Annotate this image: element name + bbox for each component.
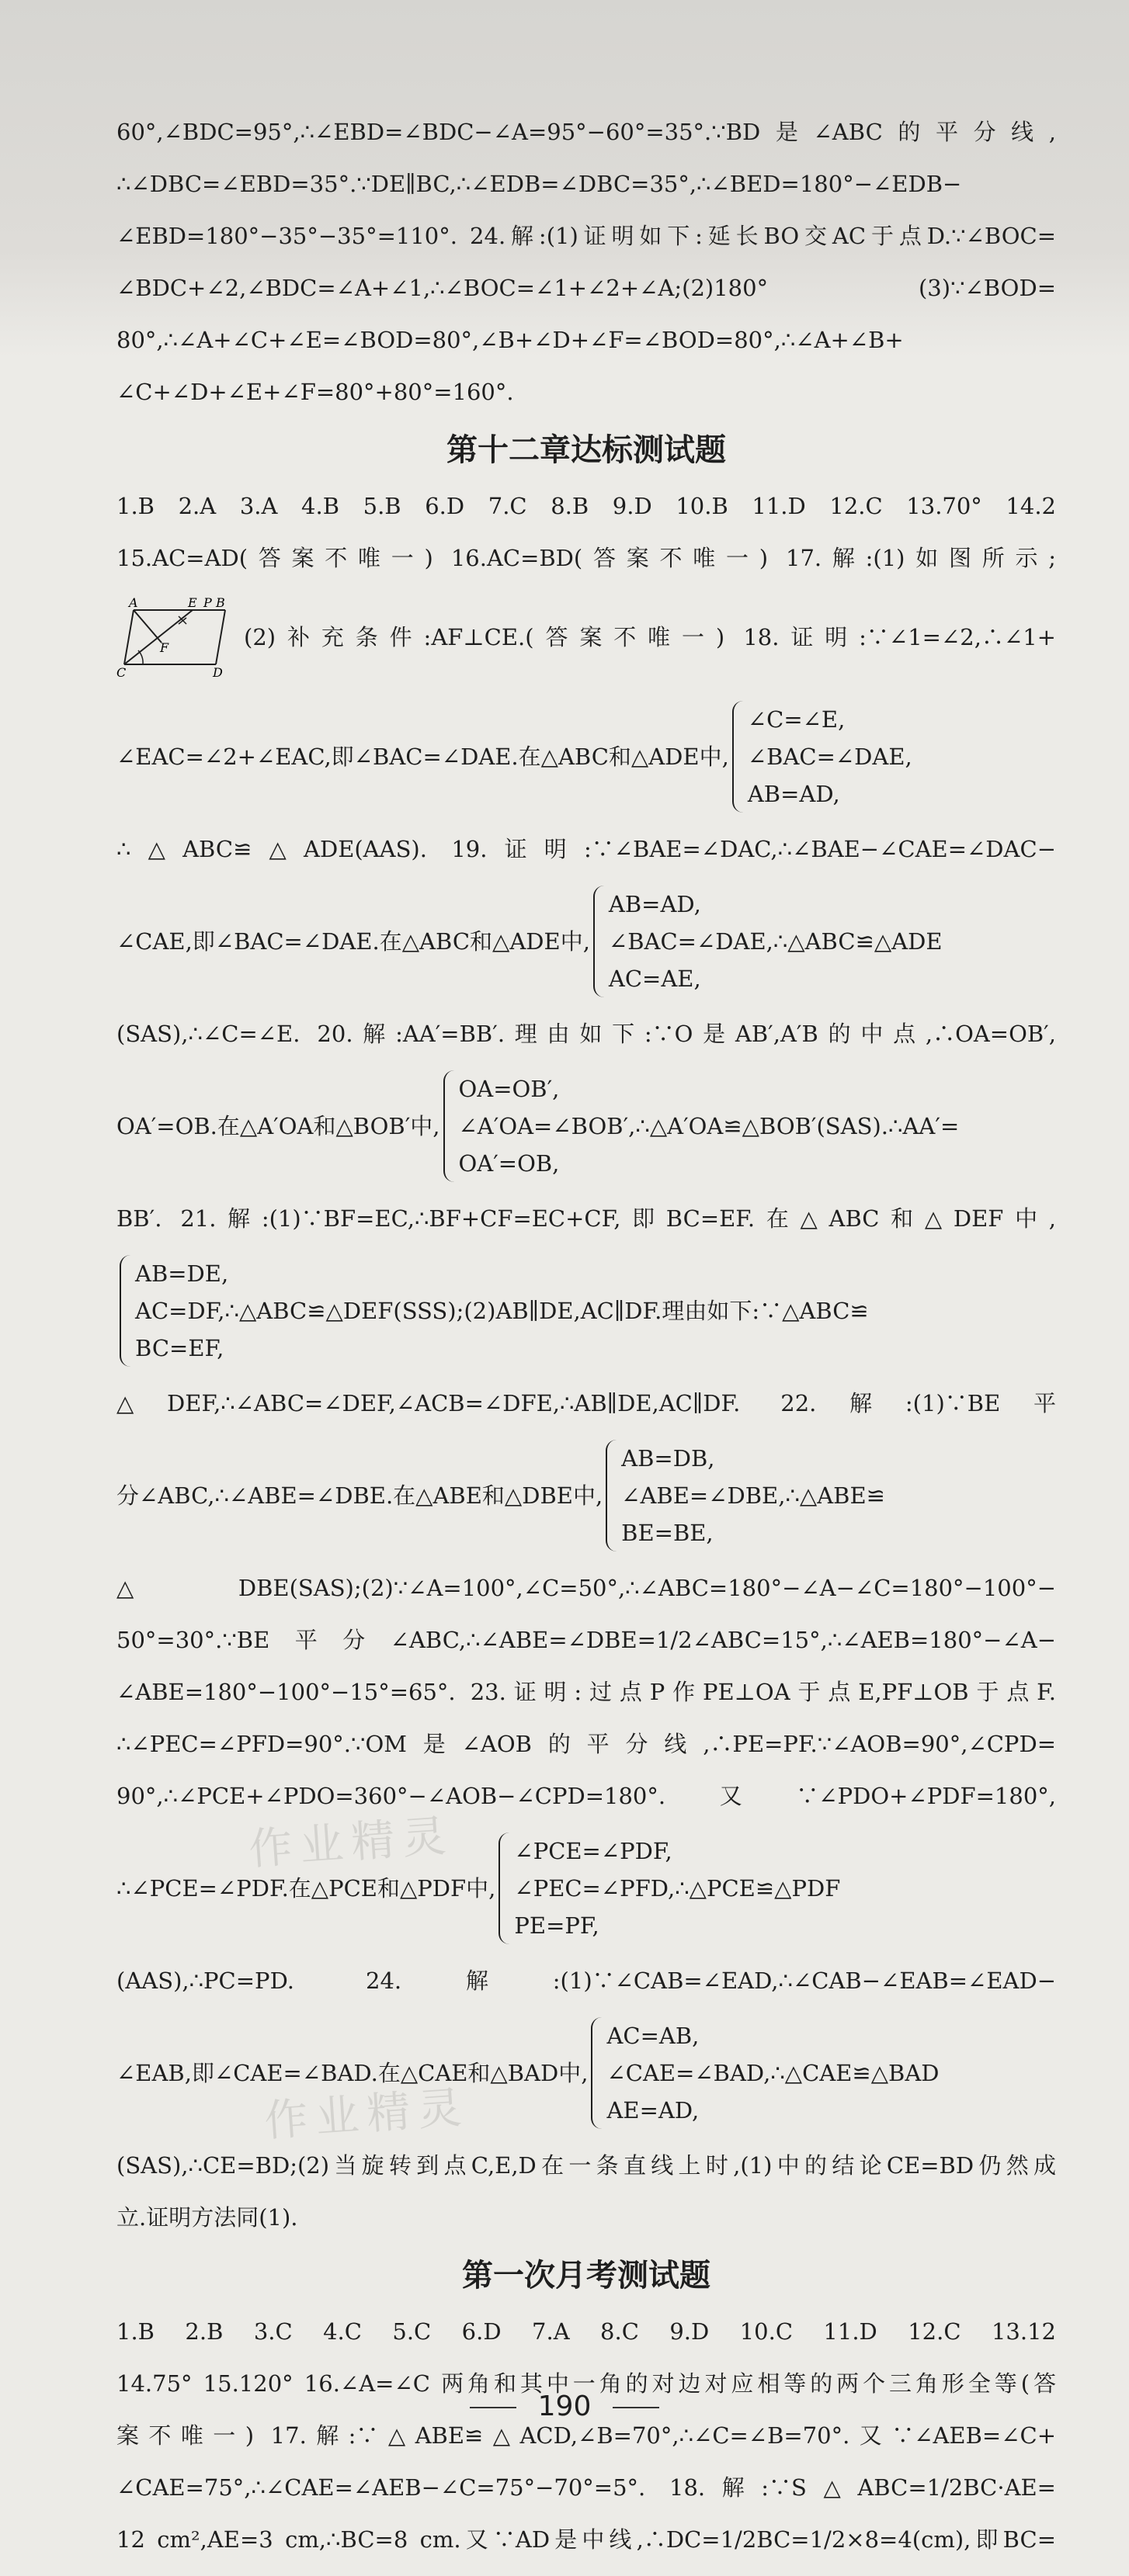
text-line: ∠C+∠D+∠E+∠F=80°+80°=160°. <box>116 379 514 405</box>
brace-line: ∠A′OA=∠BOB′,∴△A′OA≌△BOB′(SAS).∴AA′= <box>458 1113 960 1139</box>
brace-line: ∠ABE=∠DBE,∴△ABE≌ <box>621 1482 885 1509</box>
q24-lead: ∠EAB,即∠CAE=∠BAD.在△CAE和△BAD中, <box>116 2060 589 2086</box>
answer-line: 案不唯一) 17.解:∵△ABE≌△ACD,∠B=70°,∴∠C=∠B=70°.又∵∠AEB=∠C+ <box>116 2422 1056 2449</box>
q22-system-row <box>116 1440 1056 1551</box>
brace-line: AC=DF,∴△ABC≌△DEF(SSS);(2)AB∥DE,AC∥DF.理由如下:∵△ABC≌ <box>135 1298 869 1324</box>
equation-brace <box>606 1440 885 1551</box>
q24-system-row <box>116 2017 1056 2129</box>
label-d: D <box>213 665 223 680</box>
answer-line: 15.AC=AD(答案不唯一) 16.AC=BD(答案不唯一) 17.解:(1)如图所示; <box>116 545 1056 571</box>
text-line: 60°,∠BDC=95°,∴∠EBD=∠BDC−∠A=95°−60°=35°.∵BD是∠ABC的平分线, <box>116 119 1056 145</box>
q18-system-row <box>116 701 1056 813</box>
watermark: 作业精灵 <box>262 2082 471 2148</box>
answer-line: 1.B 2.B 3.C 4.C 5.C 6.D 7.A 8.C 9.D 10.C 11.D 12.C 13.12 <box>116 2318 1056 2345</box>
left-brace <box>593 886 606 997</box>
equation-brace <box>443 1070 960 1182</box>
left-brace <box>591 2017 603 2129</box>
label-e: E <box>188 595 197 610</box>
q23-lead: ∴∠PCE=∠PDF.在△PCE和△PDF中, <box>116 1875 496 1902</box>
text-line: 80°,∴∠A+∠C+∠E=∠BOD=80°,∠B+∠D+∠F=∠BOD=80°,∴∠A+∠B+ <box>116 327 904 353</box>
equation-brace <box>593 886 943 997</box>
brace-line: AE=AD, <box>606 2097 700 2124</box>
brace-line: ∠BAC=∠DAE, <box>747 744 912 770</box>
brace-line: ∠C=∠E, <box>747 706 846 733</box>
answer-line: 12 cm²,AE=3 cm,∴BC=8 cm.又∵AD是中线,∴DC=1/2BC=1/2×8=4(cm),即BC= <box>116 2526 1056 2553</box>
text-line: ∠BDC+∠2,∠BDC=∠A+∠1,∴∠BOC=∠1+∠2+∠A;(2)180° (3)∵∠BOD= <box>116 275 1056 301</box>
text-line: △DBE(SAS);(2)∵∠A=100°,∠C=50°,∴∠ABC=180°−∠A−∠C=180°−100°− <box>116 1575 1056 1601</box>
brace-line: AB=AD, <box>608 891 701 917</box>
text-line: ∴∠DBC=∠EBD=35°.∵DE∥BC,∴∠EDB=∠DBC=35°,∴∠BED=180°−∠EDB− <box>116 171 962 197</box>
q22-lead: 分∠ABC,∴∠ABE=∠DBE.在△ABE和△DBE中, <box>116 1482 603 1509</box>
equation-brace <box>591 2017 939 2129</box>
answer-line: 1.B 2.A 3.A 4.B 5.B 6.D 7.C 8.B 9.D 10.B 11.D 12.C 13.70° 14.2 <box>116 493 1056 519</box>
brace-line: AB=AD, <box>747 781 840 807</box>
geometry-figure-row <box>116 595 1056 680</box>
text-line: △DEF,∴∠ABC=∠DEF,∠ACB=∠DFE,∴AB∥DE,AC∥DF. 22.解:(1)∵BE平 <box>116 1390 1056 1416</box>
footer-dash <box>470 2407 516 2408</box>
text-line: ∴∠PEC=∠PFD=90°.∵OM是∠AOB的平分线,∴PE=PF.∵∠AOB=90°,∠CPD= <box>116 1731 1056 1757</box>
text-line: (AAS),∴PC=PD. 24.解:(1)∵∠CAB=∠EAD,∴∠CAB−∠EAB=∠EAD− <box>116 1968 1056 1994</box>
text-line: 50°=30°.∵BE平分∠ABC,∴∠ABE=∠DBE=1/2∠ABC=15°,∴∠AEB=180°−∠A− <box>116 1627 1056 1653</box>
left-brace <box>443 1070 456 1182</box>
text-line: 立.证明方法同(1). <box>116 2204 298 2231</box>
figure-caption-text: (2)补充条件:AF⊥CE.(答案不唯一) 18.证明:∵∠1=∠2,∴∠1+ <box>244 624 1056 650</box>
brace-line: OA=OB′, <box>458 1076 560 1102</box>
brace-line: AB=DE, <box>135 1260 229 1287</box>
footer-dash <box>613 2407 659 2408</box>
q21-system-row <box>116 1255 1056 1367</box>
page-number: 190 <box>537 2391 592 2422</box>
monthly-test-title: 第一次月考测试题 <box>462 2258 710 2293</box>
answer-line: ∠CAE=75°,∴∠CAE=∠AEB−∠C=75°−70°=5°. 18.解:∵S△ABC=1/2BC·AE= <box>116 2474 1056 2501</box>
label-c: C <box>116 665 127 680</box>
text-line: ∴△ABC≌△ADE(AAS). 19.证明:∵∠BAE=∠DAC,∴∠BAE−∠CAE=∠DAC− <box>116 836 1056 862</box>
text-line: (SAS),∴∠C=∠E. 20.解:AA′=BB′.理由如下:∵O是AB′,A′B的中点,∴OA=OB′, <box>116 1021 1056 1047</box>
brace-line: ∠CAE=∠BAD,∴△CAE≌△BAD <box>606 2060 940 2086</box>
brace-line: ∠PCE=∠PDF, <box>514 1838 672 1864</box>
text-line: BB′. 21.解:(1)∵BF=EC,∴BF+CF=EC+CF,即BC=EF.在△ABC和△DEF中, <box>116 1205 1056 1232</box>
brace-line: BC=EF, <box>135 1335 224 1361</box>
left-brace <box>120 1255 132 1367</box>
geometry-figure <box>116 595 233 680</box>
text-line: (SAS),∴CE=BD;(2)当旋转到点C,E,D在一条直线上时,(1)中的结论CE=BD仍然成 <box>116 2152 1056 2179</box>
q20-lead: OA′=OB.在△A′OA和△BOB′中, <box>116 1113 440 1139</box>
page-number-footer <box>0 2391 1129 2422</box>
text-line: ∠EBD=180°−35°−35°=110°. 24.解:(1)证明如下:延长BO交AC于点D.∵∠BOC= <box>116 223 1056 249</box>
brace-line: AB=DB, <box>621 1445 715 1472</box>
q19-lead: ∠CAE,即∠BAC=∠DAE.在△ABC和△ADE中, <box>116 928 590 955</box>
brace-line: ∠BAC=∠DAE,∴△ABC≌△ADE <box>608 928 943 955</box>
left-brace <box>732 701 745 813</box>
watermark: 作业精灵 <box>247 1810 456 1876</box>
brace-line: ∠PEC=∠PFD,∴△PCE≌△PDF <box>514 1875 841 1902</box>
label-b: B <box>216 595 225 610</box>
text-line: ∠ABE=180°−100°−15°=65°. 23.证明:过点P作PE⊥OA于点E,PF⊥OB于点F. <box>116 1679 1056 1705</box>
equation-brace <box>120 1255 869 1367</box>
equation-brace <box>498 1832 840 1944</box>
brace-line: OA′=OB, <box>458 1150 560 1177</box>
brace-line: AC=AE, <box>608 966 701 992</box>
brace-line: PE=PF, <box>514 1912 599 1939</box>
label-f: F <box>160 640 169 655</box>
label-a: A <box>129 595 138 610</box>
equation-brace <box>732 701 912 813</box>
answer-page <box>116 116 1056 2576</box>
brace-line: BE=BE, <box>621 1520 714 1546</box>
brace-line: AC=AB, <box>606 2023 700 2049</box>
q18-lead: ∠EAC=∠2+∠EAC,即∠BAC=∠DAE.在△ABC和△ADE中, <box>116 744 729 770</box>
chapter-12-title: 第十二章达标测试题 <box>446 432 726 468</box>
left-brace <box>498 1832 511 1944</box>
label-p: P <box>203 595 212 610</box>
answer-line: 14.75° 15.120° 16.∠A=∠C 两角和其中一角的对边对应相等的两个三角形全等(答 <box>116 2370 1056 2397</box>
left-brace <box>606 1440 618 1551</box>
q19-system-row <box>116 886 1056 997</box>
text-line: 90°,∴∠PCE+∠PDO=360°−∠AOB−∠CPD=180°.又∵∠PDO+∠PDF=180°, <box>116 1783 1056 1809</box>
q20-system-row <box>116 1070 1056 1182</box>
